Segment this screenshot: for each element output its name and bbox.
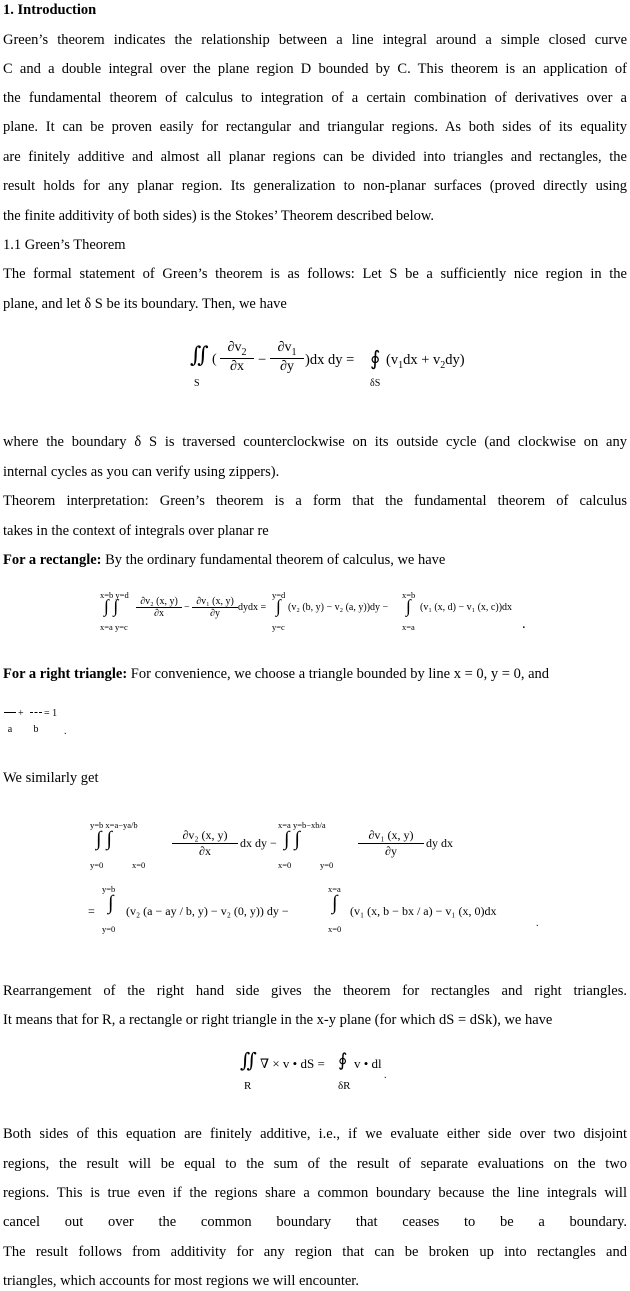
rectangle-label: For a rectangle: xyxy=(3,552,102,568)
rectangle-paragraph xyxy=(3,550,627,570)
interpretation-line: takes in the context of integrals over planar re xyxy=(3,523,269,539)
rearrangement-line: It means that for R, a rectangle or right triangle in the x-y plane (for which dS = dSk), we have xyxy=(3,1012,553,1028)
dydx: dy dx xyxy=(426,836,453,850)
curl-equation xyxy=(240,1046,400,1098)
intro-line: are finitely additive and almost all planar regions can be divided into triangles and rectangles, the xyxy=(3,149,627,165)
triangle-equation xyxy=(88,818,548,940)
term-2: (v₁ (x, b − bx / a) − v₁ (x, 0)dx xyxy=(350,904,497,918)
fraction-bar xyxy=(4,712,16,724)
region-label: R xyxy=(244,1080,252,1092)
equals-one: = 1 xyxy=(44,708,58,719)
additive-line: triangles, which accounts for most regions we will encounter. xyxy=(3,1273,359,1289)
term-1: (v₂ (b, y) − v₂ (a, y))dy − xyxy=(288,602,389,613)
rhs-part: dx + v xyxy=(403,352,441,368)
rhs-part: (v xyxy=(386,352,399,368)
boundary-line: where the boundary δ S is traversed counterclockwise on its outside cycle (and clockwise on any xyxy=(3,434,627,450)
dydx-equals: dydx = xyxy=(238,602,267,613)
denominator: b xyxy=(33,724,39,735)
rectangle-text: By the ordinary fundamental theorem of calculus, we have xyxy=(101,552,446,568)
boundary-label: δR xyxy=(338,1080,351,1092)
partial-fraction-2 xyxy=(358,828,424,859)
rhs-expression: v • dl xyxy=(354,1056,382,1071)
integral-symbol: ∫ xyxy=(108,892,114,914)
numerator: ∂v xyxy=(227,340,242,355)
upper-limits: y=b x=a−ya/b xyxy=(90,820,138,830)
rhs-part: dy) xyxy=(445,352,465,368)
numerator: ∂v₁ (x, y) xyxy=(196,596,234,607)
dxdy-minus: dx dy − xyxy=(240,836,277,850)
fraction-x-over-a xyxy=(4,706,16,735)
denominator: ∂y xyxy=(192,607,238,619)
partial-fraction-1 xyxy=(136,596,182,619)
upper-limit: x=a xyxy=(328,884,341,894)
partial-fraction-2 xyxy=(270,340,304,375)
dxdy-equals: )dx dy = xyxy=(305,352,355,368)
subscript: 2 xyxy=(241,346,247,358)
numerator: ∂v₂ (x, y) xyxy=(182,828,228,842)
upper-limit: y=d xyxy=(272,590,286,600)
period: . xyxy=(64,726,67,737)
open-paren: ( xyxy=(212,352,217,367)
subscript: 1 xyxy=(398,359,404,371)
lower-limit-x: x=0 xyxy=(278,860,292,870)
rearrangement-line: Rearrangement of the right hand side gives the theorem for rectangles and right triangles. xyxy=(3,983,627,999)
plus-sign: + xyxy=(18,708,24,719)
intro-line: Green’s theorem indicates the relationship between a line integral around a simple closed curve xyxy=(3,32,627,48)
rhs-expression xyxy=(386,352,465,371)
partial-fraction-1 xyxy=(220,340,254,375)
additive-line: The result follows from additivity for any region that can be broken up into rectangles and xyxy=(3,1244,627,1260)
denominator: ∂x xyxy=(136,607,182,619)
line-equation xyxy=(4,706,84,740)
region-label: S xyxy=(194,378,200,389)
intro-line: C and a double integral over the plane region D bounded by C. This theorem is an application of xyxy=(3,61,627,77)
section-heading: 1. Introduction xyxy=(3,2,97,18)
integral-symbol: ∫ xyxy=(406,596,411,616)
additive-line: cancel out over the common boundary that ceases to be a boundary. xyxy=(3,1214,627,1230)
denominator: a xyxy=(7,724,13,735)
upper-limits: x=a y=b−xb/a xyxy=(278,820,326,830)
intro-line: result holds for any planar region. Its generalization to non-planar surfaces (proved directly using xyxy=(3,178,627,194)
double-integral-symbol: ∫ ∫ xyxy=(96,828,112,850)
equals-sign: = xyxy=(88,904,95,918)
fraction-y-over-b xyxy=(30,706,42,735)
term-2: (v₁ (x, d) − v₁ (x, c))dx xyxy=(420,602,513,613)
lower-limit: y=c xyxy=(272,622,285,632)
subsection-heading: 1.1 Green’s Theorem xyxy=(3,237,126,253)
double-integral-symbol: ∬ xyxy=(240,1050,258,1072)
lower-limits: x=a y=c xyxy=(100,622,128,632)
partial-fraction-2 xyxy=(192,596,238,619)
triangle-text: For convenience, we choose a triangle bounded by line x = 0, y = 0, and xyxy=(127,666,550,682)
interpretation-line: Theorem interpretation: Green’s theorem is a form that the fundamental theorem of calculus xyxy=(3,493,627,509)
statement-line: The formal statement of Green’s theorem is as follows: Let S be a sufficiently nice region in the xyxy=(3,266,627,282)
green-theorem-equation xyxy=(190,340,465,395)
triangle-label: For a right triangle: xyxy=(3,666,128,682)
double-integral-symbol: ∬ xyxy=(190,342,209,367)
boundary-line: internal cycles as you can verify using zippers). xyxy=(3,464,280,480)
fraction-bar xyxy=(30,712,42,724)
period: . xyxy=(536,918,539,929)
denominator: ∂y xyxy=(270,358,304,375)
additive-line: regions. This is true even if the regions share a common boundary because the line integrals will xyxy=(3,1185,627,1201)
boundary-label: δS xyxy=(370,378,381,389)
integral-symbol: ∫ xyxy=(276,596,281,616)
numerator: ∂v₂ (x, y) xyxy=(140,596,178,607)
contour-integral-symbol: ∮ xyxy=(338,1050,348,1070)
intro-line: the finite additivity of both sides) is the Stokes’ Theorem described below. xyxy=(3,208,435,224)
similarly-line: We similarly get xyxy=(3,770,99,786)
additive-line: Both sides of this equation are finitely additive, i.e., if we evaluate either side over two disjoint xyxy=(3,1126,627,1142)
lower-limit: x=a xyxy=(402,622,415,632)
curl-expression: ∇ × v • dS = xyxy=(260,1056,325,1071)
double-integral-symbol: ∫ ∫ xyxy=(284,828,300,850)
triangle-paragraph xyxy=(3,664,627,684)
lower-limit-y: y=0 xyxy=(90,860,104,870)
partial-fraction-1 xyxy=(172,828,238,859)
period: . xyxy=(384,1070,387,1081)
lower-limit: y=0 xyxy=(102,924,116,934)
integral-symbol: ∫ xyxy=(332,892,338,914)
lower-limit-x: x=0 xyxy=(132,860,146,870)
intro-line: plane. It can be proven easily for rectangular and triangular regions. As both sides of its equality xyxy=(3,119,627,135)
subscript: 2 xyxy=(440,359,446,371)
lower-limit-y: y=0 xyxy=(320,860,334,870)
minus-sign: − xyxy=(258,352,267,368)
additive-line: regions, the result will be equal to the sum of the result of separate evaluations on the two xyxy=(3,1156,627,1172)
rectangle-equation xyxy=(100,590,540,636)
upper-limit: x=b xyxy=(402,590,416,600)
minus-sign: − xyxy=(184,602,190,613)
denominator: ∂x xyxy=(220,358,254,375)
intro-line: the fundamental theorem of calculus to integration of a certain combination of derivatives over a xyxy=(3,90,627,106)
numerator: ∂v₁ (x, y) xyxy=(368,828,414,842)
statement-line: plane, and let δ S be its boundary. Then, we have xyxy=(3,296,287,312)
double-integral-symbol: ∫ ∫ xyxy=(104,596,119,616)
numerator: ∂v xyxy=(277,340,292,355)
contour-integral-symbol: ∮ xyxy=(370,348,381,370)
upper-limit: y=b xyxy=(102,884,116,894)
lower-limit: x=0 xyxy=(328,924,342,934)
period: . xyxy=(522,616,526,632)
subscript: 1 xyxy=(291,346,297,358)
term-1: (v₂ (a − ay / b, y) − v₂ (0, y)) dy − xyxy=(126,904,289,918)
denominator: ∂x xyxy=(172,843,238,859)
denominator: ∂y xyxy=(358,843,424,859)
upper-limits: x=b y=d xyxy=(100,590,129,600)
